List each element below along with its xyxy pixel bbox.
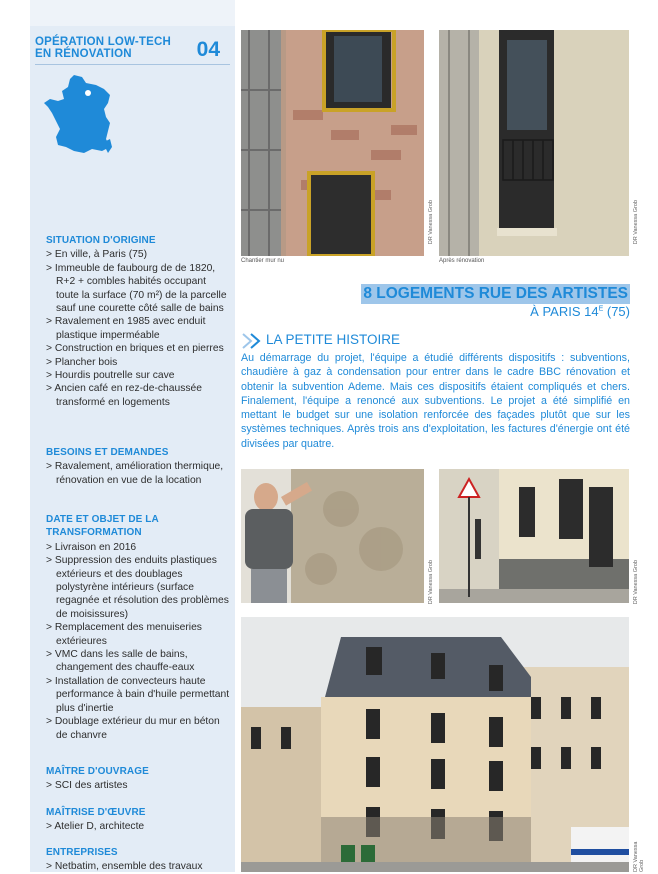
list-item: > Livraison en 2016 <box>46 541 231 554</box>
header-divider <box>35 64 230 65</box>
photo-wall-before <box>241 30 424 256</box>
list-item: > Ravalement en 1985 avec enduit plastique imperméable <box>46 315 231 342</box>
operation-number: 04 <box>196 38 220 61</box>
subtitle-city: À PARIS 14 <box>530 304 599 319</box>
list-item: > SCI des artistes <box>46 779 231 792</box>
project-subtitle <box>318 304 630 319</box>
list-item: > Ravalement, amélioration thermique, rénovation en vue de la location <box>46 460 231 487</box>
photo-caption-before: Chantier mur nu <box>241 258 285 264</box>
section-transformation <box>46 513 231 742</box>
photo-caption-after: Après rénovation <box>439 258 485 264</box>
list-item: > Atelier D, architecte <box>46 820 231 833</box>
operation-header <box>35 36 230 62</box>
section-entreprises <box>46 846 231 874</box>
photo-credit: DR Vanessa Grob <box>633 841 645 872</box>
section-heading: SITUATION D'ORIGINE <box>46 235 156 246</box>
list-item: > Netbatim, ensemble des travaux <box>46 860 231 873</box>
history-paragraph: Au démarrage du projet, l'équipe a étudié différents dispositifs : subventions, chaudière à gaz à condensation pour entrer dans le cadre BBC rénovation et obtenir la subvention Ademe. Mais ces dispositifs étaient compliqués et chers. Finalement, l'équipe a renoncé aux subventions. Le projet a été simplifié en mettant le budget sur une isolation renforcée des façades plutôt que sur les systèmes techniques. Après trois ans d'exploitation, les factures d'énergie ont été divisées par quatre. <box>241 352 630 450</box>
list-item: > Installation de convecteurs haute performance à bain d'huile permettant plus d'inertie <box>46 675 231 715</box>
section-besoins <box>46 446 231 487</box>
photo-worker <box>241 469 424 603</box>
france-map-icon <box>44 73 114 157</box>
paris-marker-icon <box>85 90 91 96</box>
section-heading: MAÎTRISE D'ŒUVRE <box>46 807 146 818</box>
section-heading: MAÎTRE D'OUVRAGE <box>46 766 149 777</box>
photo-building <box>241 617 629 872</box>
list-item: > Hourdis poutrelle sur cave <box>46 369 231 382</box>
section-heading: ENTREPRISES <box>46 847 118 858</box>
project-title-block <box>318 284 630 319</box>
photo-credit: DR Vanessa Grob <box>633 560 639 605</box>
list-item: > Doublage extérieur du mur en béton de chanvre <box>46 715 231 742</box>
double-chevron-icon <box>240 332 264 350</box>
photo-credit: DR Vanessa Grob <box>428 560 434 605</box>
section-maitre-ouvrage <box>46 765 231 793</box>
photo-window-after <box>439 30 629 256</box>
operation-title-line2: EN RÉNOVATION <box>35 48 132 60</box>
list-item: > Suppression des enduits plastiques extérieurs et des doublages polystyrène intérieurs (surface regagnée et résolution des problèmes de moisissures) <box>46 554 231 621</box>
list-item: > Remplacement des menuiseries extérieures <box>46 621 231 648</box>
project-title: 8 LOGEMENTS RUE DES ARTISTES <box>363 285 628 302</box>
list-item: > Plancher bois <box>46 356 231 369</box>
subtitle-department: (75) <box>606 304 630 319</box>
sidebar-top-band <box>30 0 235 26</box>
list-item: > Immeuble de faubourg de de 1820, R+2 + combles habités occupant toute la surface (70 m²) de la parcelle sauf une courette côté salle de bains <box>46 262 231 316</box>
list-item: > VMC dans les salle de bains, changement des chauffe-eaux <box>46 648 231 675</box>
section-heading: BESOINS ET DEMANDES <box>46 447 169 458</box>
section-heading-label: LA PETITE HISTOIRE <box>266 332 401 347</box>
list-item: > Construction en briques et en pierres <box>46 342 231 355</box>
section-heading: DATE ET OBJET DE LA TRANSFORMATION <box>46 514 159 539</box>
subtitle-superscript: E <box>598 305 604 313</box>
photo-credit: DR Vanessa Grob <box>633 200 639 245</box>
operation-title-line1: OPÉRATION LOW-TECH <box>35 36 172 48</box>
photo-credit: DR Vanessa Grob <box>428 200 434 245</box>
section-situation <box>46 234 231 409</box>
photo-street-corner <box>439 469 629 603</box>
list-item: > En ville, à Paris (75) <box>46 248 231 261</box>
section-maitrise-oeuvre <box>46 806 231 834</box>
list-item: > Ancien café en rez-de-chaussée transformé en logements <box>46 382 231 409</box>
